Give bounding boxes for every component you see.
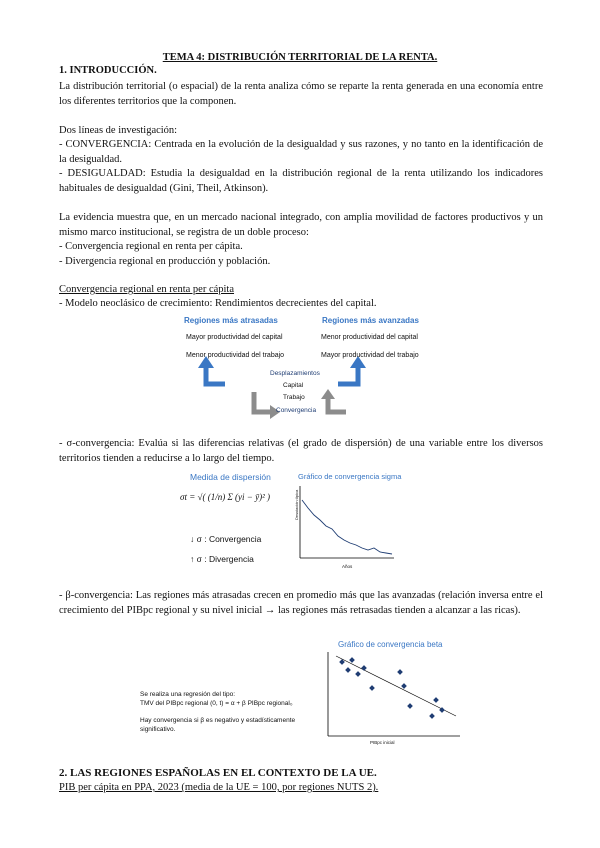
fig3-chart-title: Gráfico de convergencia beta: [338, 640, 443, 649]
fig2-xlabel: Años: [342, 564, 353, 569]
beta-point: [369, 685, 375, 691]
section-1-heading: 1. INTRODUCCIÓN.: [59, 65, 157, 76]
beta-point: [345, 667, 351, 673]
fig1-left-title: Regiones más atrasadas: [184, 316, 278, 325]
fig1-right-line2: Mayor productividad del trabajo: [321, 352, 419, 359]
beta-point: [429, 713, 435, 719]
sigma-formula: σt = √( (1/n) Σ (yi − ȳ)² ): [180, 492, 271, 502]
section-2-heading: 2. LAS REGIONES ESPAÑOLAS EN EL CONTEXTO DE LA UE.: [59, 767, 377, 779]
neoclassical-model: - Modelo neoclásico de crecimiento: Rendimientos decrecientes del capital.: [59, 298, 377, 309]
bullet-convergence: - Convergencia regional en renta per cápita.: [59, 241, 243, 252]
fig1-right-line1: Menor productividad del capital: [321, 334, 418, 341]
fig3-text-4: significativo.: [140, 726, 176, 733]
beta-convergence-paragraph: - β-convergencia: Las regiones más atrasadas crecen en promedio más que las avanzadas (relación inversa entre el crecimiento del PIBpc regional y su nivel inicial → las regiones más retrasadas tienden a alcanzar a las ricas).: [59, 590, 543, 616]
sigma-convergence-paragraph: - σ-convergencia: Evalúa si las diferencias relativas (el grado de dispersión) de una variable entre los diversos territorios tienden a reducirse a lo largo del tiempo.: [59, 438, 543, 464]
beta-point: [433, 697, 439, 703]
beta-regression-text: [140, 690, 310, 750]
fig3-text-2: TMV del PIBpc regional (0, t) = α + β PIBpc regional₀: [140, 700, 293, 707]
subheading-convergence: Convergencia regional en renta per cápita: [59, 284, 235, 295]
bullet-divergence: - Divergencia regional en producción y población.: [59, 256, 271, 267]
fig3-text-3: Hay convergencia si β es negativo y estadísticamente: [140, 717, 296, 724]
page-title: TEMA 4: DISTRIBUCIÓN TERRITORIAL DE LA RENTA.: [162, 52, 438, 63]
fig2-chart-title: Gráfico de convergencia sigma: [298, 472, 402, 481]
beta-point: [407, 703, 413, 709]
fig1-center-1: Desplazamientos: [270, 370, 320, 377]
beta-point: [355, 671, 361, 677]
fig2-ylabel: Desviación típica: [294, 489, 299, 520]
evidence-paragraph: La evidencia muestra que, en un mercado nacional integrado, con amplia movilidad de factores productivos y un mismo marco institucional, se registra de un doble proceso:: [59, 212, 543, 238]
arrow-gray-left: [254, 392, 272, 412]
fig1-left-line1: Mayor productividad del capital: [186, 334, 283, 341]
beta-regression-line: [336, 656, 456, 716]
fig1-left-line2: Menor productividad del trabajo: [186, 352, 285, 359]
sigma-dispersion-box: [178, 470, 282, 574]
section-2-subtitle: PIB per cápita en PPA, 2023 (media de la UE = 100, por regiones NUTS 2).: [59, 782, 379, 793]
fig1-right-title: Regiones más avanzadas: [322, 316, 419, 325]
convergence-item: - CONVERGENCIA: Centrada en la evolución de la desigualdad y sus razones, y no tanto en la identificación de la desigualdad.: [59, 139, 543, 165]
inequality-item: - DESIGUALDAD: Estudia la desigualdad en la distribución regional de la renta utilizando los indicadores habituales de desigualdad (Gini, Theil, Atkinson).: [59, 168, 543, 194]
sigma-divergence-label: ↑ σ : Divergencia: [190, 554, 254, 564]
intro-paragraph: La distribución territorial (o espacial) de la renta analiza cómo se reparte la renta generada en una economía entre los diferentes territorios que la componen.: [59, 81, 543, 107]
factor-movement-diagram: [176, 314, 419, 426]
fig3-xlabel: PIBpc inicial: [370, 740, 395, 745]
beta-point: [397, 669, 403, 675]
fig1-center-4: Convergencia: [276, 407, 317, 414]
research-lines-intro: Dos líneas de investigación:: [59, 125, 178, 136]
beta-convergence-chart: [322, 638, 462, 746]
beta-point: [401, 683, 407, 689]
beta-point: [361, 665, 367, 671]
beta-point: [349, 657, 355, 663]
sigma-convergence-label: ↓ σ : Convergencia: [190, 534, 262, 544]
fig2-box-title: Medida de dispersión: [190, 472, 271, 482]
sigma-line: [302, 500, 392, 554]
fig3-text-1: Se realiza una regresión del tipo:: [140, 691, 236, 698]
fig1-center-2: Capital: [283, 382, 304, 389]
sigma-convergence-chart: [290, 470, 402, 572]
fig1-center-3: Trabajo: [283, 394, 305, 401]
